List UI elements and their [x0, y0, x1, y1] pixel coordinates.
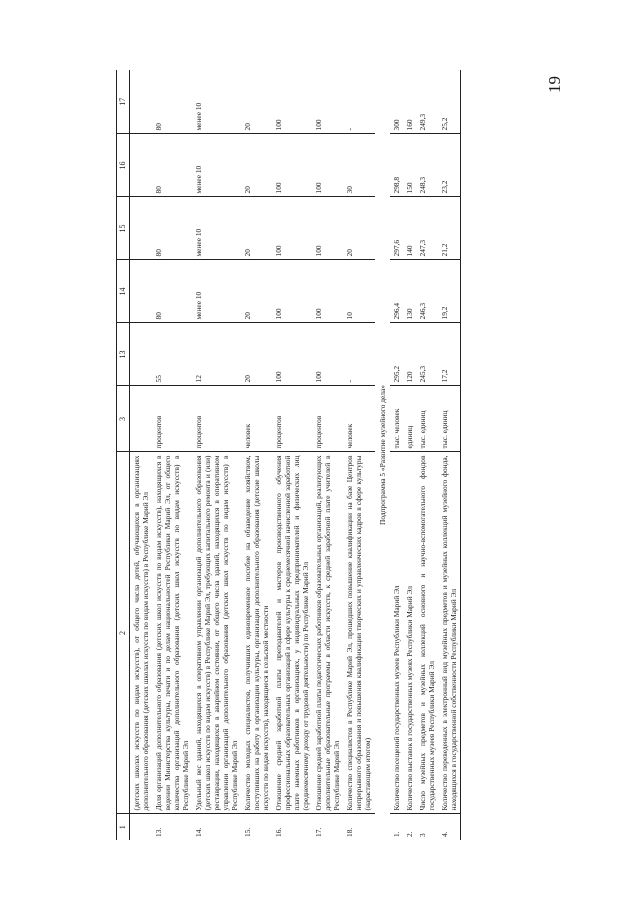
row-value: 30: [343, 134, 374, 197]
header-col-2: 2: [117, 452, 130, 814]
row-value: 17,2: [438, 323, 461, 386]
row-value: 12: [192, 323, 241, 386]
row-unit: процентов: [152, 386, 192, 452]
row-description: Количество молодых специалистов, получивших единовременное пособие на обзаведение хозяйством, поступивших на работу в организации культуры, организации дополнительного образования (детские школы искусств по видам искусств), находящиеся в сельской местности: [241, 452, 272, 814]
page-number: 19: [545, 76, 564, 93]
table-row: [152, 70, 192, 840]
row-value: 25,2: [438, 70, 461, 134]
row-value: менее 10: [192, 197, 241, 260]
table-row: [390, 70, 403, 840]
row-number: 4.: [438, 814, 461, 840]
row-description: Отношение средней заработной платы педагогических работников образовательных организаций, реализующих дополнительные образовательные программы в области искусств, к средней заработной плате учителей в Республике Марий Эл: [312, 452, 343, 814]
table-row: [241, 70, 272, 840]
table-row: [343, 70, 374, 840]
row-value: 140: [403, 197, 416, 260]
header-col-16: 16: [117, 134, 130, 197]
table-row: [129, 70, 152, 840]
row-unit: [129, 386, 152, 452]
header-col-1: 1: [117, 814, 130, 840]
row-unit: человек: [241, 386, 272, 452]
rotated-table-container: [116, 70, 574, 840]
row-value: 100: [312, 134, 343, 197]
row-unit: процентов: [312, 386, 343, 452]
row-description: Число музейных предметов и музейных коллекций основного и научно-вспомогательного фондов государственных музеев Республики Марий Эл: [416, 452, 438, 814]
row-number: 15.: [243, 827, 253, 837]
row-value: 80: [152, 70, 192, 134]
row-number: 14.: [193, 827, 203, 837]
row-value: 100: [272, 134, 312, 197]
row-number: [129, 814, 152, 840]
row-description: (детских школах искусств по видам искусств), от общего числа детей, обучающихся в организациях дополнительного образования (детских школах искусств по видам искусств) в Республике Марий Эл: [129, 452, 152, 814]
row-value: 20: [241, 134, 272, 197]
row-value: 20: [241, 323, 272, 386]
row-number: 16.: [274, 827, 284, 837]
row-value: 120: [403, 323, 416, 386]
subprogram-title: Подпрограмма 5 «Развитие музейного дела»: [377, 385, 387, 525]
table-row: [192, 70, 241, 840]
row-description: Доля организаций дополнительного образования (детских школ искусств по видам искусств), находящихся в ведении Министерства культуры, печати и по делам национальностей Республики Марий Эл, от общего количества организаций дополнительного образования (детских школ искусств по видам искусств) в Республике Марий Эл: [152, 452, 192, 814]
row-value: 20: [343, 197, 374, 260]
row-value: 80: [152, 134, 192, 197]
table-row: [403, 70, 416, 840]
row-description: Количество посещений государственных музеев Республики Марий Эл: [390, 452, 403, 814]
table-row: [438, 70, 461, 840]
row-value: 160: [403, 70, 416, 134]
header-col-3: 3: [117, 386, 130, 452]
row-value: 100: [272, 260, 312, 323]
header-col-17: 17: [117, 70, 130, 134]
row-number: 17.: [314, 827, 324, 837]
row-number: 3: [417, 833, 427, 837]
row-value: [129, 134, 152, 197]
row-number: 2.: [404, 831, 414, 837]
row-unit: тыс. человек: [390, 386, 403, 452]
row-value: менее 10: [192, 134, 241, 197]
row-number: 18.: [345, 827, 355, 837]
row-value: 249,3: [416, 70, 438, 134]
row-value: 80: [152, 260, 192, 323]
row-value: 297,6: [390, 197, 403, 260]
row-unit: процентов: [272, 386, 312, 452]
row-value: 55: [152, 323, 192, 386]
row-number: 13.: [153, 827, 163, 837]
row-value: 150: [403, 134, 416, 197]
row-unit: тыс. единиц: [438, 386, 461, 452]
row-value: 100: [312, 323, 343, 386]
row-value: [129, 260, 152, 323]
row-value: 295,2: [390, 323, 403, 386]
subprogram-row: [375, 70, 390, 840]
row-value: [129, 197, 152, 260]
header-col-13: 13: [117, 323, 130, 386]
row-value: 100: [312, 70, 343, 134]
table-row: [416, 70, 438, 840]
row-description: Количество переведенных в электронный вид музейных предметов и музейных коллекций музейного фонда, находящихся в государственной собственности Республики Марий Эл: [438, 452, 461, 814]
row-description: Отношение средней заработной платы преподавателей и мастеров производственного обучения профессиональных образовательных организаций в сфере культуры к среднемесячной начисленной заработной плате наемных работников в организациях, у индивидуальных предпринимателей и физических лиц (среднемесячному доходу от трудовой деятельности) по Республике Марий Эл: [272, 452, 312, 814]
row-value: 20: [241, 197, 272, 260]
row-value: 19,2: [438, 260, 461, 323]
row-value: 23,2: [438, 134, 461, 197]
row-value: 296,4: [390, 260, 403, 323]
row-value: 80: [152, 197, 192, 260]
row-unit: процентов: [192, 386, 241, 452]
row-value: 20: [241, 70, 272, 134]
row-value: -: [343, 70, 374, 134]
table-header-row: [117, 70, 130, 840]
row-value: [129, 70, 152, 134]
row-value: 20: [241, 260, 272, 323]
row-value: 246,3: [416, 260, 438, 323]
row-value: [129, 323, 152, 386]
table-row: [312, 70, 343, 840]
row-value: менее 10: [192, 260, 241, 323]
table-row: [272, 70, 312, 840]
row-unit: тыс. единиц: [416, 386, 438, 452]
row-unit: человек: [343, 386, 374, 452]
row-value: 21,2: [438, 197, 461, 260]
header-col-15: 15: [117, 197, 130, 260]
row-value: 100: [312, 260, 343, 323]
row-value: -: [343, 323, 374, 386]
row-value: 248,3: [416, 134, 438, 197]
row-description: Количество выставок в государственных музеях Республики Марий Эл: [403, 452, 416, 814]
header-col-14: 14: [117, 260, 130, 323]
row-description: Количество специалистов в Республике Марий Эл, прошедших повышение квалификации на базе Центров непрерывного образования и повышения квалификации творческих и управленческих кадров в сфере культуры (нарастающим итогом): [343, 452, 374, 814]
row-value: 100: [272, 197, 312, 260]
row-value: 10: [343, 260, 374, 323]
row-value: 100: [272, 70, 312, 134]
row-value: 130: [403, 260, 416, 323]
row-number: 1.: [391, 831, 401, 837]
row-value: 300: [390, 70, 403, 134]
row-value: 100: [312, 197, 343, 260]
row-unit: единиц: [403, 386, 416, 452]
row-value: 247,3: [416, 197, 438, 260]
row-value: 100: [272, 323, 312, 386]
row-description: Удельный вес зданий, находящихся в оперативном управлении организаций дополнительного образования (детских школ искусств по видам искусств) в Республике Марий Эл, требующих капитального ремонта и (или) реставрации, находящихся в аварийном состоянии, от общего числа зданий, находящихся в оперативном управлении организаций дополнительного образования (детских школ искусств по видам искусств) в Республике Марий Эл: [192, 452, 241, 814]
row-value: 245,3: [416, 323, 438, 386]
row-value: 298,8: [390, 134, 403, 197]
row-value: менее 10: [192, 70, 241, 134]
indicators-table: [116, 70, 461, 840]
